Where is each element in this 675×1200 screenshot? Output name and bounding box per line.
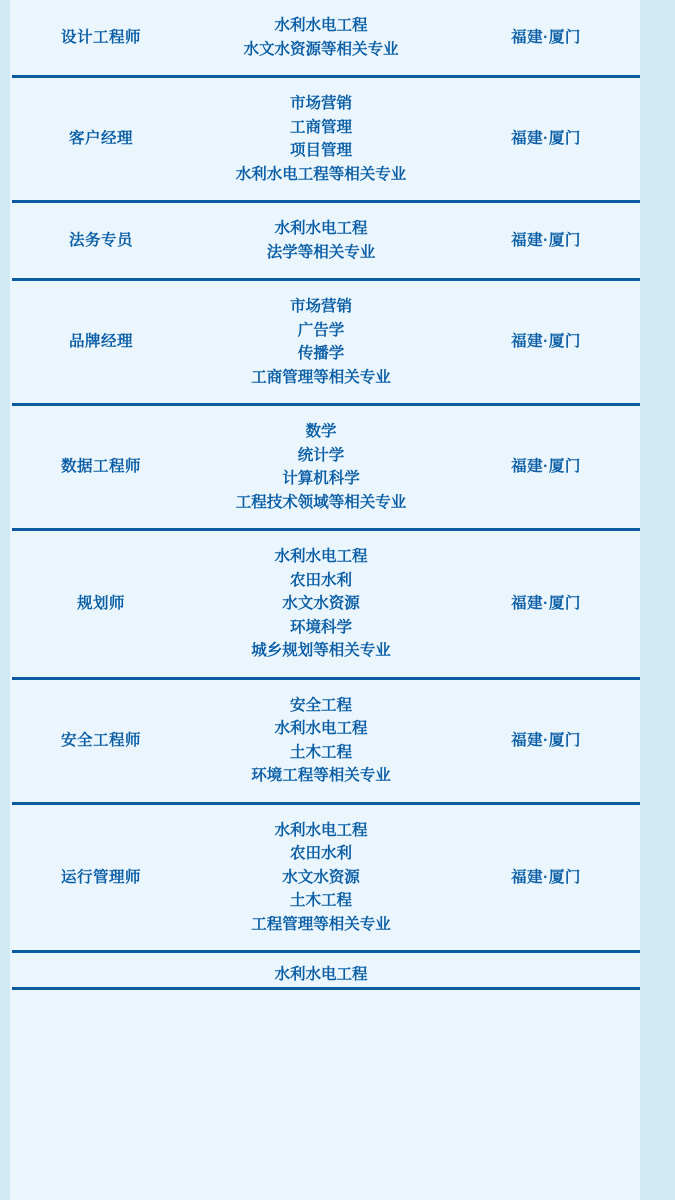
table-row [12,530,640,679]
major-line: 水文水资源 [282,868,360,886]
position-cell: 客户经理 [68,130,133,148]
table-row [12,803,640,952]
table-row [12,678,640,803]
major-line: 环境科学 [289,618,352,636]
position-cell: 设计工程师 [60,28,141,46]
recruitment-table [12,0,640,990]
major-line: 水利水电工程 [274,548,368,565]
position-cell: 规划师 [76,595,125,612]
major-line: 法学等相关专业 [266,243,376,261]
position-cell [12,952,190,989]
location-cell: 福建·厦门 [511,868,581,886]
major-line: 水利水电工程 [274,17,368,34]
table-row [12,202,640,280]
major-line: 安全工程 [289,696,352,714]
major-cell [190,280,452,405]
position-cell: 运行管理师 [60,868,141,886]
major-line: 计算机科学 [282,470,360,487]
table-body [12,0,640,988]
major-line: 统计学 [297,446,345,464]
table-row [12,405,640,530]
location-cell: 福建·厦门 [511,333,581,351]
recruitment-table-card [12,0,640,1200]
position-cell: 数据工程师 [60,458,141,476]
major-line: 市场营销 [289,298,352,315]
major-line: 水利水电工程 [274,720,368,737]
major-cell [190,0,452,77]
major-cell [190,77,452,202]
major-line: 农田水利 [289,571,352,589]
major-line: 工商管理 [289,118,352,136]
major-line: 工程管理等相关专业 [251,915,391,933]
location-cell: 福建·厦门 [511,731,581,749]
major-line: 广告学 [297,321,345,339]
major-line: 数学 [305,423,337,440]
table-row [12,77,640,202]
location-cell: 福建·厦门 [511,28,581,46]
major-line: 传播学 [297,345,345,362]
major-cell [190,952,452,989]
major-line: 水利水电工程 [274,220,368,237]
major-line: 项目管理 [289,142,352,159]
major-line: 城乡规划等相关专业 [251,642,391,659]
major-cell [190,803,452,952]
major-line: 环境工程等相关专业 [251,767,391,784]
major-line: 农田水利 [289,845,352,862]
position-cell: 品牌经理 [68,333,133,351]
major-cell [190,405,452,530]
major-line: 市场营销 [289,95,352,112]
major-line: 土木工程 [289,892,352,909]
location-cell: 福建·厦门 [511,231,581,249]
major-line: 水文水资源 [282,595,360,612]
major-line: 土木工程 [289,743,352,761]
major-line: 水利水电工程 [274,966,368,983]
major-cell [190,202,452,280]
major-line: 工程技术领域等相关专业 [235,493,407,511]
major-cell [190,530,452,679]
major-line: 水利水电工程等相关专业 [235,165,407,183]
major-cell [190,678,452,803]
position-cell: 法务专员 [68,231,133,249]
location-cell: 福建·厦门 [511,458,581,476]
table-row [12,0,640,77]
position-cell: 安全工程师 [60,731,141,749]
location-cell: 福建·厦门 [511,130,581,148]
table-row [12,280,640,405]
major-line: 水利水电工程 [274,821,368,839]
major-line: 工商管理等相关专业 [251,368,391,386]
location-cell [452,952,640,989]
table-row-partial [12,952,640,989]
location-cell: 福建·厦门 [511,595,581,612]
major-line: 水文水资源等相关专业 [243,40,399,58]
